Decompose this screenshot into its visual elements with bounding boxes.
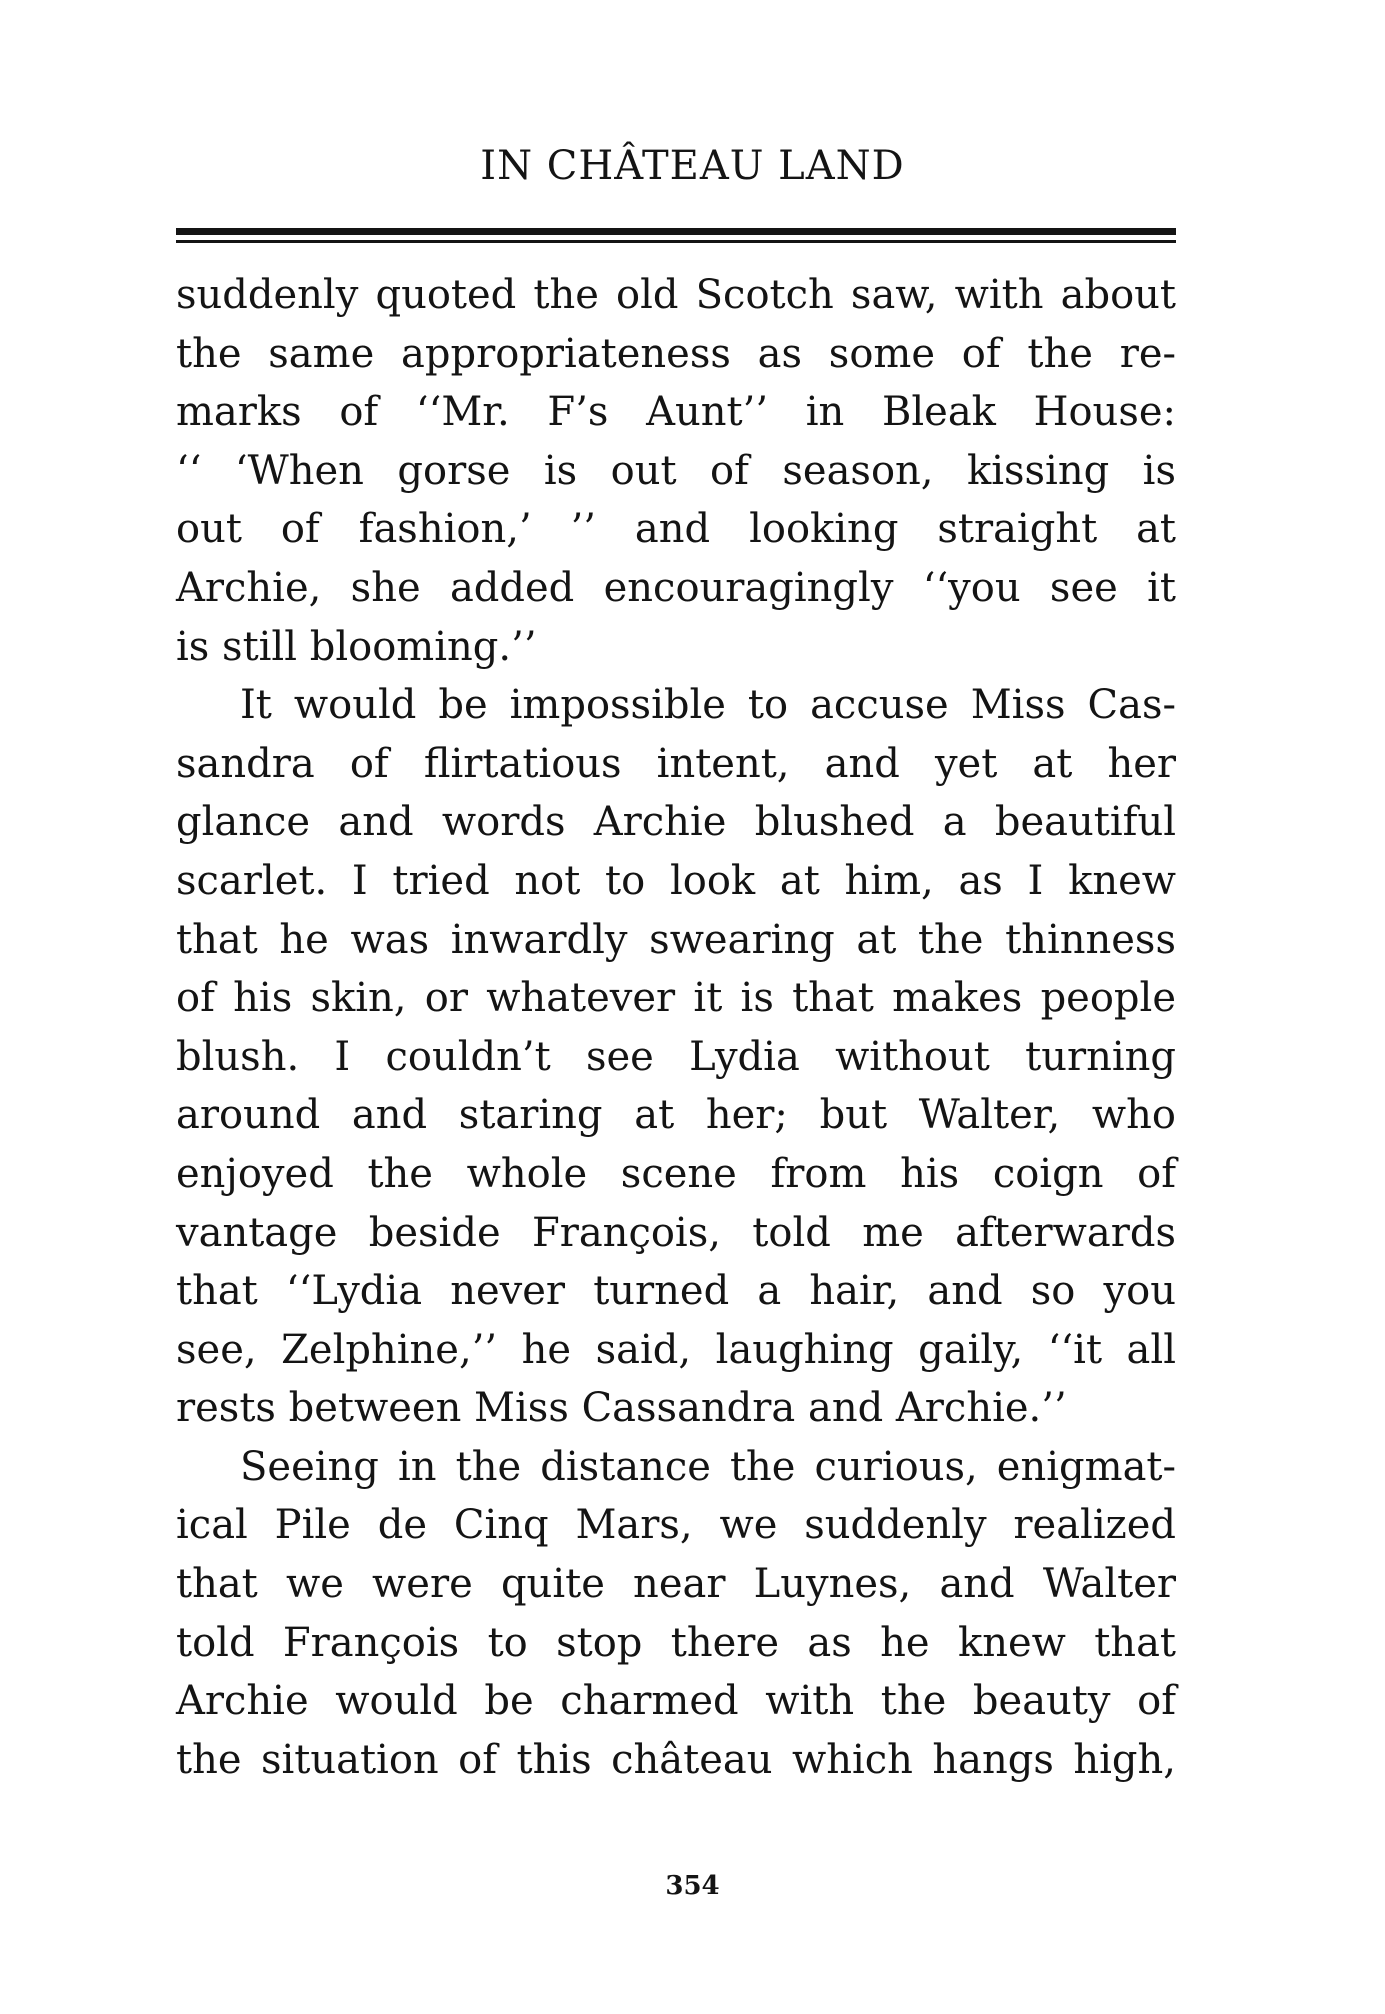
paragraph [176,676,1176,1438]
text-line: glance and words Archie blushed a beautiful [176,799,1176,846]
text-line: Archie, she added encouragingly ‘‘you see it [176,564,1176,611]
header-rule-thin [176,240,1176,243]
text-line: that he was inwardly swearing at the thinness [176,916,1176,963]
text-line: blush. I couldn’t see Lydia without turning [176,1033,1176,1080]
text-line: of his skin, or whatever it is that makes people [176,975,1176,1022]
text-line: enjoyed the whole scene from his coign of [176,1150,1176,1197]
text-line: the situation of this château which hangs high, [176,1736,1176,1783]
text-line: rests between Miss Cassandra and Archie.’’ [176,1385,1067,1432]
text-line: that we were quite near Luynes, and Walter [176,1561,1176,1608]
text-line: Archie would be charmed with the beauty of [176,1678,1176,1725]
text-line: that ‘‘Lydia never turned a hair, and so you [176,1268,1176,1315]
text-line: ical Pile de Cinq Mars, we suddenly realized [176,1502,1176,1549]
text-line: told François to stop there as he knew that [176,1619,1176,1666]
text-line: the same appropriateness as some of the re- [176,330,1176,377]
running-head: IN CHÂTEAU LAND [480,143,905,189]
text-line: vantage beside François, told me afterwards [176,1209,1176,1256]
paragraph [176,266,1176,676]
page-number: 354 [665,1871,720,1901]
body-text [176,266,1176,1789]
text-line: scarlet. I tried not to look at him, as I knew [176,857,1176,904]
text-line: Seeing in the distance the curious, enigmat- [240,1443,1176,1490]
text-line: marks of ‘‘Mr. F’s Aunt’’ in Bleak House: [176,389,1176,436]
text-line: is still blooming.’’ [176,623,537,670]
paragraph [176,1438,1176,1790]
text-line: suddenly quoted the old Scotch saw, with about [176,272,1176,318]
text-line: ‘‘ ‘When gorse is out of season, kissing is [176,447,1176,494]
text-line: sandra of flirtatious intent, and yet at her [176,740,1176,787]
text-line: see, Zelphine,’’ he said, laughing gaily, ‘‘it all [176,1326,1176,1373]
text-line: It would be impossible to accuse Miss Cas- [240,682,1176,729]
text-line: out of fashion,’ ’’ and looking straight at [176,506,1176,553]
header-rule-thick [176,228,1176,235]
text-line: around and staring at her; but Walter, who [176,1092,1176,1139]
